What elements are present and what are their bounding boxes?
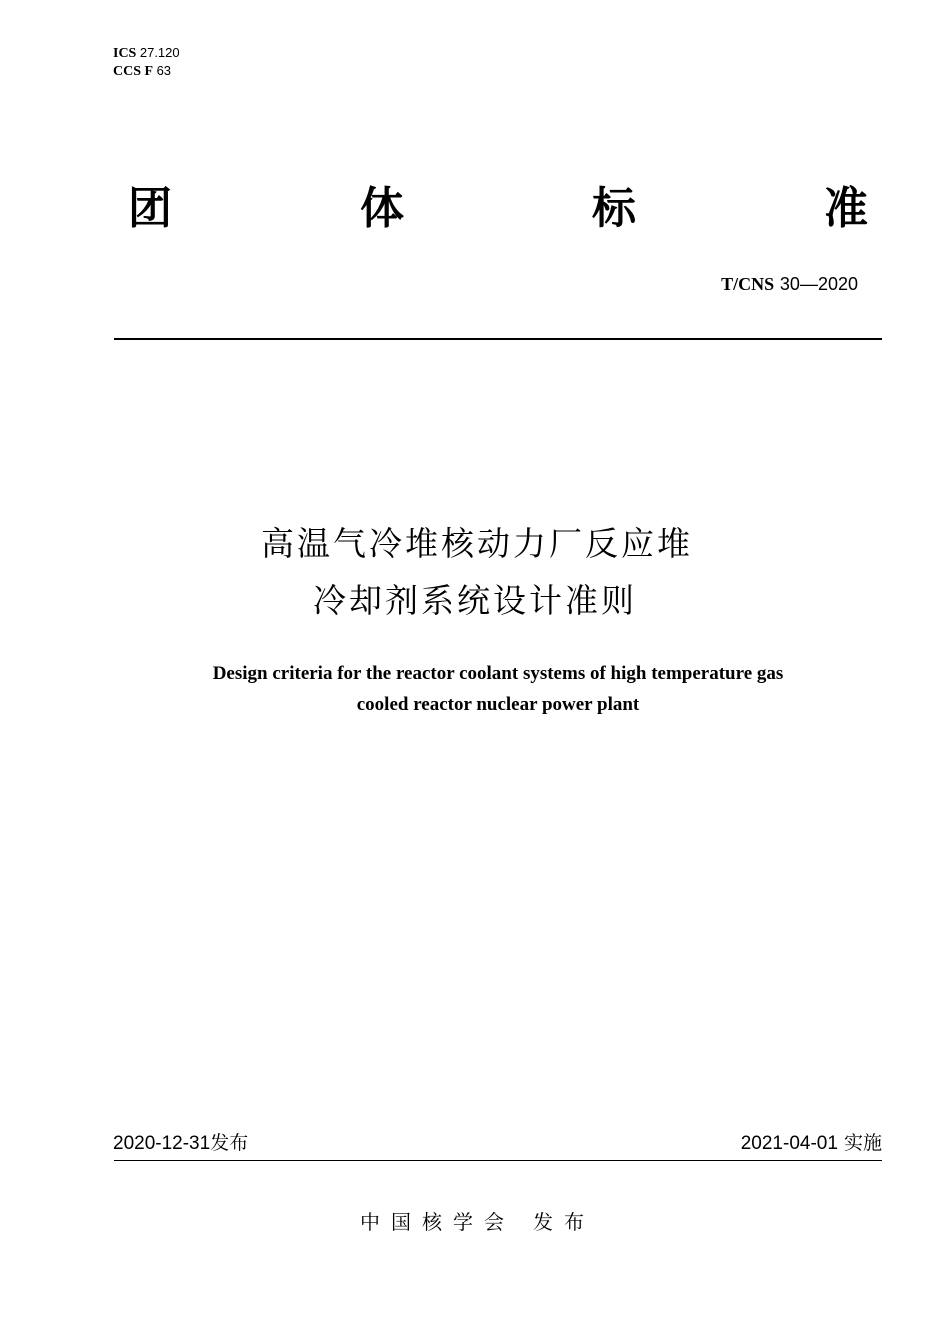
ccs-category: F bbox=[144, 64, 154, 79]
standard-type-char: 标 bbox=[592, 183, 636, 234]
title-english-line2: cooled reactor nuclear power plant bbox=[356, 694, 640, 715]
classification-codes bbox=[113, 44, 180, 80]
ccs-code bbox=[113, 62, 180, 80]
standard-type-char: 体 bbox=[360, 183, 404, 234]
title-chinese-line1: 高温气冷堆核动力厂反应堆 bbox=[261, 524, 693, 563]
implementation-date-label: 实施 bbox=[843, 1132, 882, 1154]
ccs-value: 63 bbox=[156, 63, 172, 78]
implementation-date-value: 2021-04-01 bbox=[740, 1133, 838, 1154]
standard-type-char: 团 bbox=[128, 183, 172, 234]
ccs-label: CCS bbox=[113, 64, 142, 79]
implementation-date bbox=[741, 1131, 882, 1156]
standard-number-value: 30—2020 bbox=[779, 274, 858, 294]
standard-number-prefix: T/CNS bbox=[721, 274, 775, 294]
title-english-line1: Design criteria for the reactor coolant systems of high temperature gas bbox=[212, 663, 784, 684]
title-chinese-line2: 冷却剂系统设计准则 bbox=[313, 581, 637, 620]
standard-type-heading bbox=[128, 183, 868, 235]
publisher bbox=[360, 1209, 595, 1235]
standard-type-char: 准 bbox=[824, 183, 868, 234]
ics-value: 27.120 bbox=[139, 45, 180, 60]
publisher-action: 发布 bbox=[533, 1210, 595, 1234]
issue-date bbox=[113, 1131, 248, 1156]
ics-code bbox=[113, 44, 180, 62]
ics-label: ICS bbox=[113, 46, 137, 61]
bottom-divider bbox=[114, 1160, 882, 1161]
top-divider bbox=[114, 338, 882, 340]
issue-date-value: 2020-12-31 bbox=[113, 1133, 211, 1154]
publisher-name: 中国核学会 bbox=[360, 1210, 515, 1234]
standard-number bbox=[721, 272, 858, 297]
issue-date-label: 发布 bbox=[210, 1132, 249, 1154]
